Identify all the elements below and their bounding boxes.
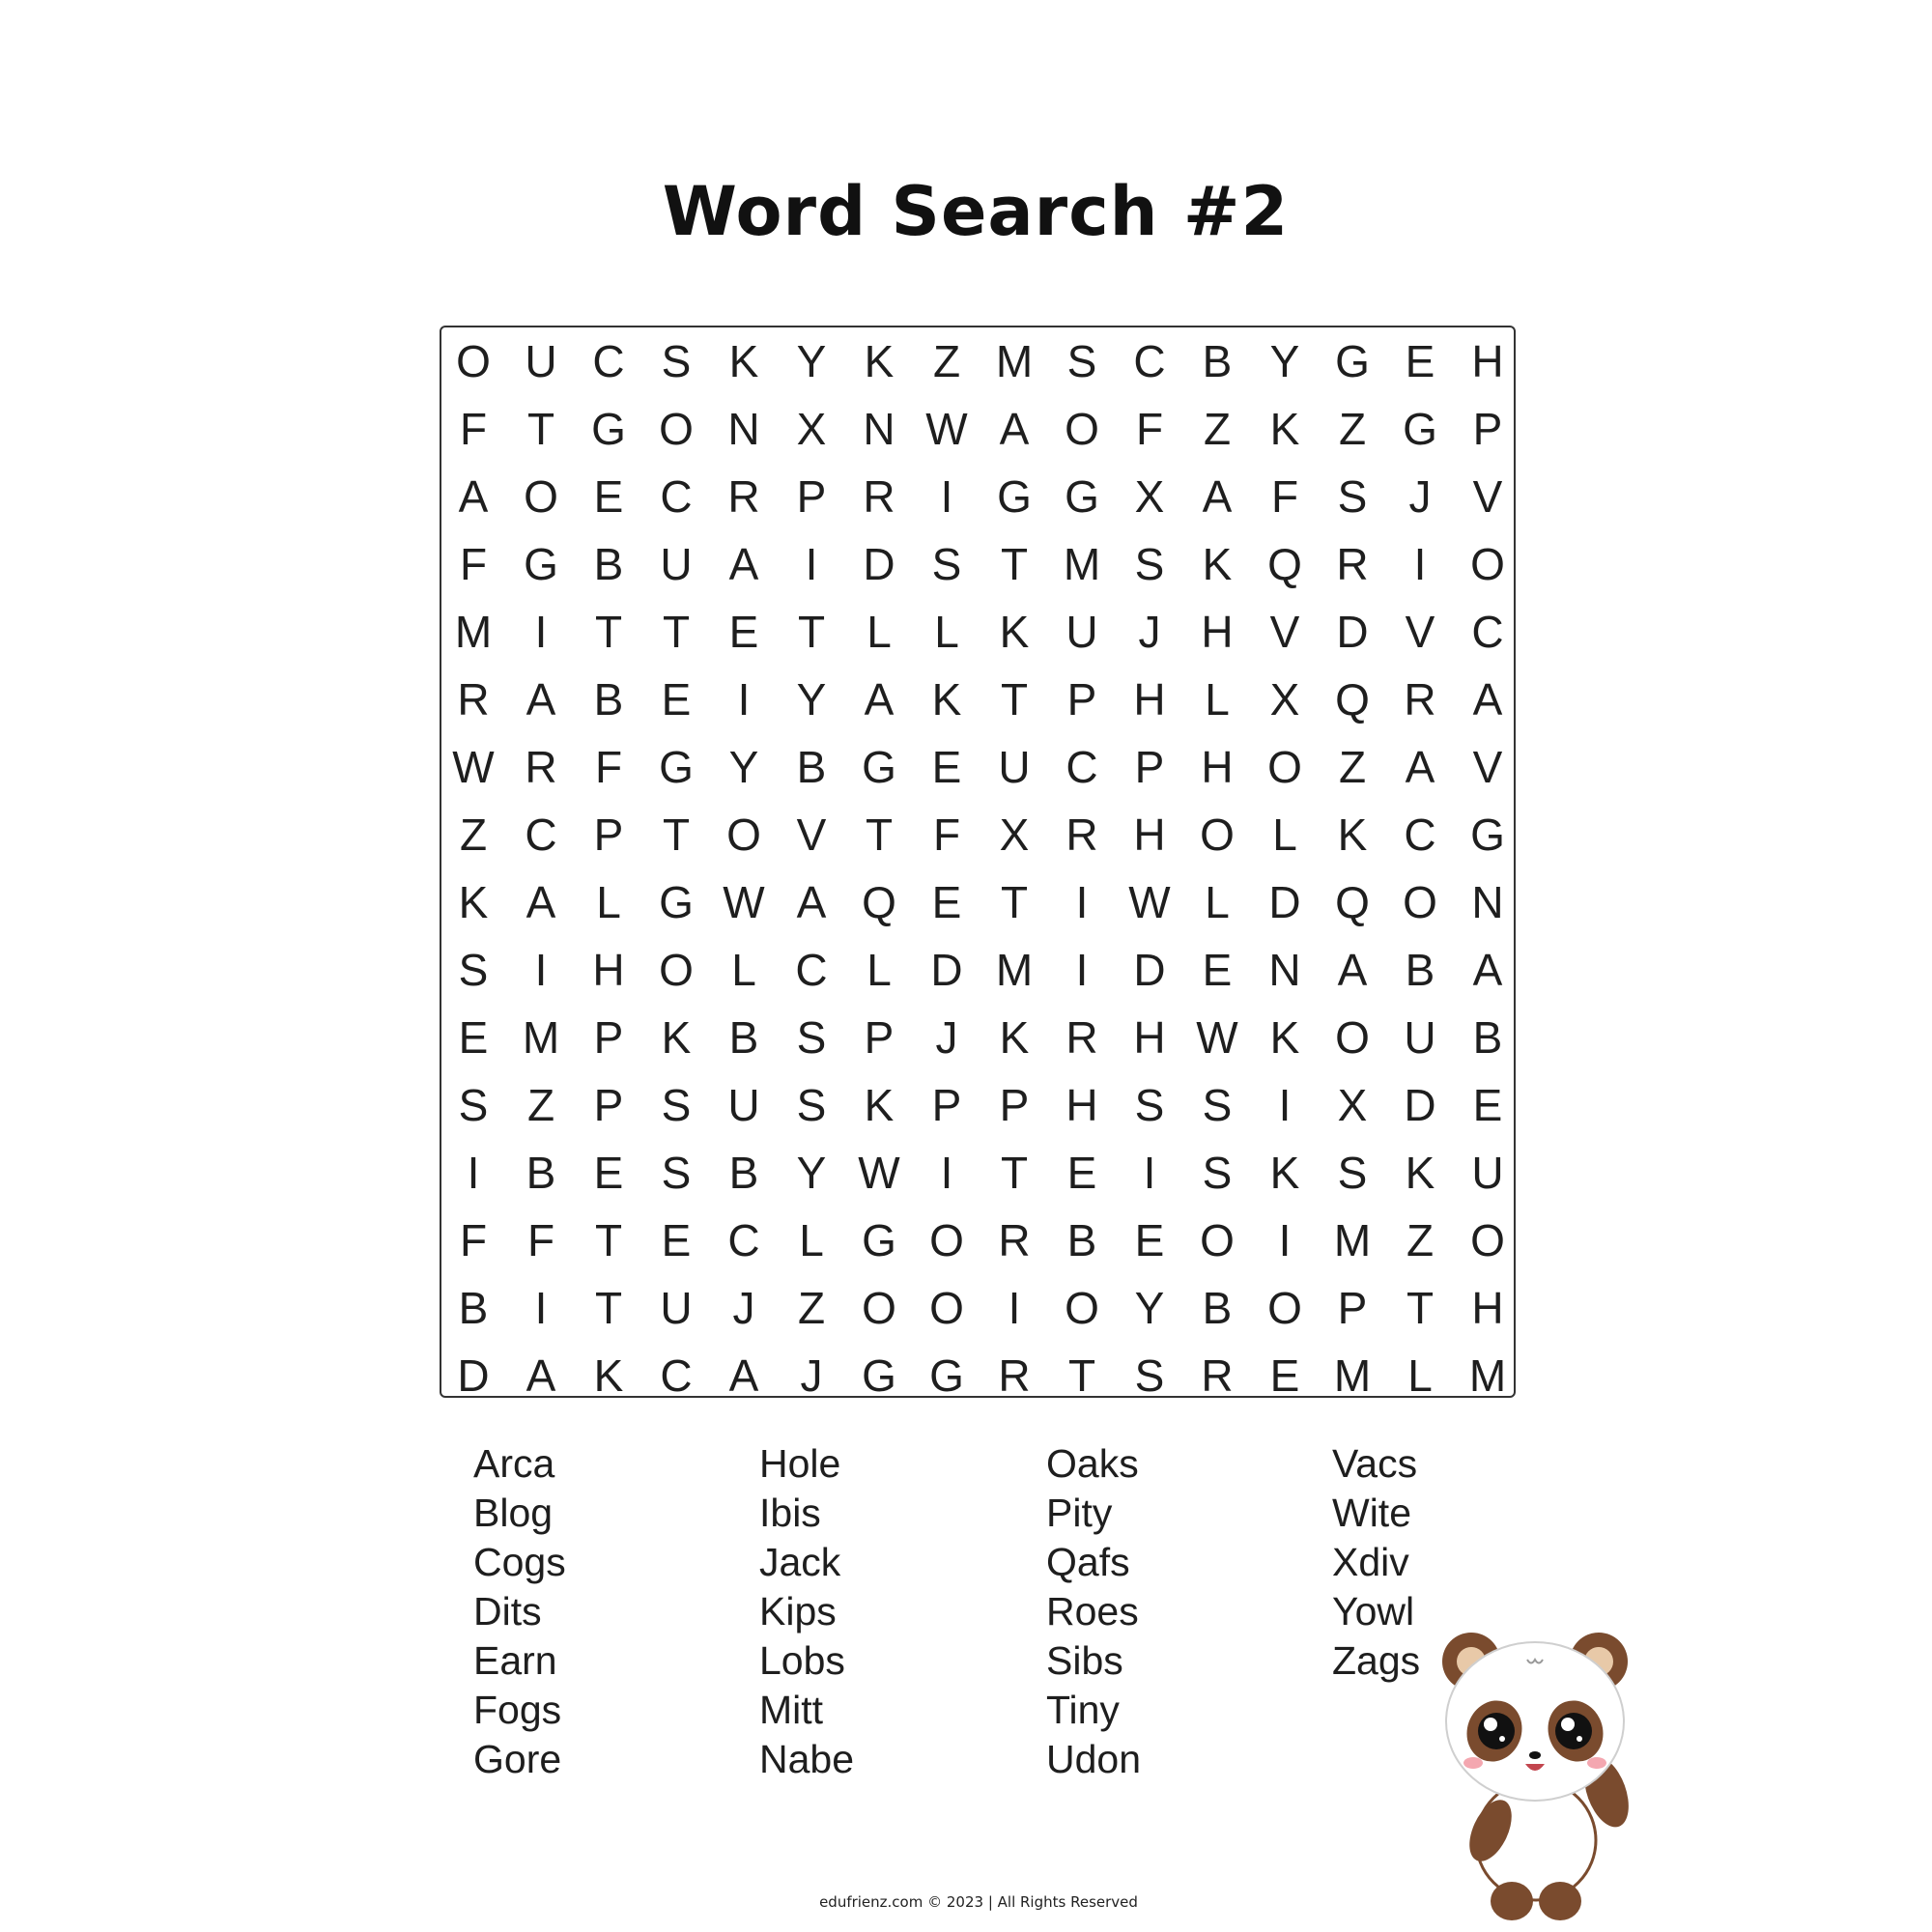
grid-letter[interactable]: U bbox=[1404, 1012, 1436, 1063]
word-list-item: Kips bbox=[759, 1589, 837, 1634]
grid-letter[interactable]: E bbox=[593, 1148, 624, 1198]
grid-letter[interactable]: P bbox=[1472, 404, 1503, 454]
grid-letter[interactable]: U bbox=[660, 539, 693, 589]
grid-letter[interactable]: T bbox=[1000, 877, 1029, 927]
grid-letter[interactable]: R bbox=[998, 1215, 1031, 1265]
grid-letter[interactable]: U bbox=[998, 742, 1031, 792]
grid-letter[interactable]: T bbox=[865, 810, 894, 860]
grid-letter[interactable]: I bbox=[805, 539, 818, 589]
grid-letter[interactable]: I bbox=[1278, 1080, 1292, 1130]
grid-letter[interactable]: X bbox=[796, 404, 827, 454]
grid-letter[interactable]: U bbox=[660, 1283, 693, 1333]
word-list-item: Dits bbox=[473, 1589, 542, 1634]
panda-illustration bbox=[1435, 1623, 1637, 1922]
grid-letter[interactable]: F bbox=[526, 1215, 555, 1265]
grid-letter[interactable]: A bbox=[458, 471, 489, 522]
grid-letter[interactable]: G bbox=[862, 1350, 896, 1401]
grid-letter[interactable]: X bbox=[1337, 1080, 1368, 1130]
grid-letter[interactable]: U bbox=[525, 336, 557, 386]
grid-letter[interactable]: S bbox=[1134, 539, 1165, 589]
grid-letter[interactable]: Y bbox=[728, 742, 759, 792]
grid-letter[interactable]: S bbox=[1202, 1148, 1233, 1198]
grid-letter[interactable]: I bbox=[1143, 1148, 1156, 1198]
grid-letter[interactable]: Q bbox=[1335, 674, 1370, 724]
grid-letter[interactable]: T bbox=[662, 810, 691, 860]
word-list-item: Wite bbox=[1332, 1491, 1411, 1535]
grid-letter[interactable]: B bbox=[1202, 1283, 1233, 1333]
grid-letter[interactable]: S bbox=[1066, 336, 1097, 386]
grid-letter[interactable]: E bbox=[1134, 1215, 1165, 1265]
grid-letter[interactable]: B bbox=[796, 742, 827, 792]
grid-letter[interactable]: Z bbox=[1338, 404, 1367, 454]
word-list-item: Udon bbox=[1046, 1737, 1142, 1781]
grid-letter[interactable]: L bbox=[1407, 1350, 1433, 1401]
grid-letter[interactable]: A bbox=[1472, 945, 1503, 995]
grid-letter[interactable]: A bbox=[728, 1350, 759, 1401]
grid-letter[interactable]: C bbox=[660, 1350, 693, 1401]
grid-letter[interactable]: Y bbox=[1134, 1283, 1165, 1333]
grid-letter[interactable]: Z bbox=[797, 1283, 826, 1333]
grid-letter[interactable]: C bbox=[795, 945, 828, 995]
grid-letter[interactable]: A bbox=[728, 539, 759, 589]
grid-letter[interactable]: O bbox=[929, 1283, 964, 1333]
grid-letter[interactable]: Y bbox=[796, 336, 827, 386]
grid-letter[interactable]: P bbox=[999, 1080, 1030, 1130]
grid-letter[interactable]: R bbox=[525, 742, 557, 792]
word-list-item: Jack bbox=[759, 1540, 841, 1584]
grid-letter[interactable]: S bbox=[1202, 1080, 1233, 1130]
word-list-item: Mitt bbox=[759, 1688, 824, 1732]
grid-letter[interactable]: U bbox=[1471, 1148, 1504, 1198]
grid-letter[interactable]: G bbox=[929, 1350, 964, 1401]
word-list-item: Zags bbox=[1332, 1638, 1421, 1683]
grid-letter[interactable]: H bbox=[1201, 742, 1234, 792]
grid-letter[interactable]: E bbox=[661, 1215, 692, 1265]
grid-letter[interactable]: D bbox=[1336, 607, 1369, 657]
grid-letter[interactable]: S bbox=[661, 336, 692, 386]
grid-letter[interactable]: M bbox=[454, 607, 493, 657]
grid-letter[interactable]: G bbox=[1335, 336, 1370, 386]
grid-letter[interactable]: W bbox=[1128, 877, 1171, 927]
grid-letter[interactable]: K bbox=[1337, 810, 1368, 860]
grid-letter[interactable]: S bbox=[1337, 1148, 1368, 1198]
grid-letter[interactable]: A bbox=[999, 404, 1030, 454]
grid-letter[interactable]: B bbox=[593, 539, 624, 589]
grid-letter[interactable]: H bbox=[1201, 607, 1234, 657]
grid-letter[interactable]: Z bbox=[1406, 1215, 1435, 1265]
word-list-item: Yowl bbox=[1332, 1589, 1415, 1634]
grid-letter[interactable]: C bbox=[1471, 607, 1504, 657]
grid-letter[interactable]: B bbox=[728, 1012, 759, 1063]
grid-letter[interactable]: L bbox=[731, 945, 756, 995]
grid-letter[interactable]: L bbox=[596, 877, 621, 927]
grid-letter[interactable]: T bbox=[594, 607, 623, 657]
word-list-item: Lobs bbox=[759, 1638, 845, 1683]
grid-letter[interactable]: A bbox=[1202, 471, 1233, 522]
grid-letter[interactable]: O bbox=[1200, 810, 1235, 860]
grid-letter[interactable]: T bbox=[797, 607, 826, 657]
grid-letter[interactable]: K bbox=[864, 336, 895, 386]
grid-letter[interactable]: L bbox=[867, 607, 892, 657]
grid-letter[interactable]: M bbox=[1468, 1350, 1507, 1401]
grid-letter[interactable]: Z bbox=[1338, 742, 1367, 792]
grid-letter[interactable]: D bbox=[1404, 1080, 1436, 1130]
word-list-item: Roes bbox=[1046, 1589, 1139, 1634]
grid-letter[interactable]: I bbox=[1075, 877, 1089, 927]
grid-letter[interactable]: G bbox=[591, 404, 626, 454]
grid-letter[interactable]: B bbox=[728, 1148, 759, 1198]
grid-letter[interactable]: J bbox=[1408, 471, 1432, 522]
grid-letter[interactable]: L bbox=[799, 1215, 824, 1265]
grid-letter[interactable]: S bbox=[1134, 1350, 1165, 1401]
grid-letter[interactable]: J bbox=[1138, 607, 1161, 657]
grid-letter[interactable]: S bbox=[931, 539, 962, 589]
word-list-item: Arca bbox=[473, 1441, 555, 1486]
grid-letter[interactable]: R bbox=[727, 471, 760, 522]
word-list-item: Fogs bbox=[473, 1688, 562, 1732]
grid-letter[interactable]: G bbox=[1403, 404, 1437, 454]
grid-letter[interactable]: L bbox=[1205, 877, 1230, 927]
grid-letter[interactable]: E bbox=[458, 1012, 489, 1063]
grid-letter[interactable]: Y bbox=[796, 1148, 827, 1198]
grid-letter[interactable]: Z bbox=[526, 1080, 555, 1130]
grid-letter[interactable]: D bbox=[1268, 877, 1301, 927]
grid-letter[interactable]: S bbox=[796, 1012, 827, 1063]
grid-letter[interactable]: M bbox=[1333, 1215, 1372, 1265]
grid-letter[interactable]: K bbox=[931, 674, 962, 724]
grid-letter[interactable]: E bbox=[1202, 945, 1233, 995]
page-title: Word Search #2 bbox=[662, 172, 1290, 251]
grid-letter[interactable]: T bbox=[1406, 1283, 1435, 1333]
grid-letter[interactable]: I bbox=[534, 945, 548, 995]
grid-letter[interactable]: L bbox=[867, 945, 892, 995]
grid-letter[interactable]: H bbox=[1133, 810, 1166, 860]
grid-letter[interactable]: E bbox=[931, 742, 962, 792]
word-list-item: Ibis bbox=[759, 1491, 821, 1535]
grid-letter[interactable]: E bbox=[728, 607, 759, 657]
grid-letter[interactable]: O bbox=[1470, 539, 1505, 589]
grid-letter[interactable]: M bbox=[1333, 1350, 1372, 1401]
grid-letter[interactable]: O bbox=[1200, 1215, 1235, 1265]
word-list-item: Pity bbox=[1046, 1491, 1113, 1535]
grid-letter[interactable]: O bbox=[659, 404, 694, 454]
grid-letter[interactable]: E bbox=[661, 674, 692, 724]
word-list-item: Blog bbox=[473, 1491, 554, 1535]
grid-letter[interactable]: P bbox=[1066, 674, 1097, 724]
grid-letter[interactable]: O bbox=[524, 471, 558, 522]
grid-letter[interactable]: I bbox=[534, 607, 548, 657]
grid-letter[interactable]: Q bbox=[1267, 539, 1302, 589]
grid-letter[interactable]: I bbox=[1008, 1283, 1021, 1333]
grid-letter[interactable]: X bbox=[999, 810, 1030, 860]
grid-letter[interactable]: V bbox=[1405, 607, 1435, 657]
grid-letter[interactable]: C bbox=[1404, 810, 1436, 860]
grid-letter[interactable]: A bbox=[796, 877, 827, 927]
grid-letter[interactable]: N bbox=[1268, 945, 1301, 995]
grid-letter[interactable]: M bbox=[1063, 539, 1101, 589]
grid-letter[interactable]: V bbox=[1472, 742, 1503, 792]
grid-letter[interactable]: P bbox=[593, 1080, 624, 1130]
grid-letter[interactable]: A bbox=[526, 674, 556, 724]
grid-letter[interactable]: H bbox=[1065, 1080, 1098, 1130]
grid-letter[interactable]: J bbox=[800, 1350, 823, 1401]
grid-letter[interactable]: T bbox=[594, 1215, 623, 1265]
grid-letter[interactable]: G bbox=[862, 742, 896, 792]
grid-letter[interactable]: I bbox=[1075, 945, 1089, 995]
grid-letter[interactable]: G bbox=[862, 1215, 896, 1265]
grid-letter[interactable]: I bbox=[737, 674, 751, 724]
grid-letter[interactable]: S bbox=[1337, 471, 1368, 522]
grid-letter[interactable]: H bbox=[592, 945, 625, 995]
grid-letter[interactable]: Z bbox=[932, 336, 961, 386]
grid-letter[interactable]: U bbox=[727, 1080, 760, 1130]
word-list-item: Qafs bbox=[1046, 1540, 1130, 1584]
grid-letter[interactable]: I bbox=[1413, 539, 1427, 589]
grid-letter[interactable]: F bbox=[932, 810, 961, 860]
grid-letter[interactable]: O bbox=[1335, 1012, 1370, 1063]
grid-letter[interactable]: O bbox=[1267, 742, 1302, 792]
grid-letter[interactable]: K bbox=[999, 607, 1030, 657]
grid-letter[interactable]: R bbox=[863, 471, 895, 522]
grid-letter[interactable]: O bbox=[862, 1283, 896, 1333]
grid-letter[interactable]: L bbox=[1205, 674, 1230, 724]
grid-letter[interactable]: F bbox=[459, 1215, 488, 1265]
grid-letter[interactable]: N bbox=[1471, 877, 1504, 927]
grid-letter[interactable]: D bbox=[863, 539, 895, 589]
word-list-item: Earn bbox=[473, 1638, 557, 1683]
grid-letter[interactable]: S bbox=[1134, 1080, 1165, 1130]
grid-letter[interactable]: R bbox=[1065, 1012, 1098, 1063]
grid-letter[interactable]: N bbox=[863, 404, 895, 454]
grid-letter[interactable]: Y bbox=[1269, 336, 1300, 386]
grid-letter[interactable]: J bbox=[935, 1012, 958, 1063]
grid-letter[interactable]: F bbox=[459, 404, 488, 454]
grid-letter[interactable]: Y bbox=[796, 674, 827, 724]
grid-letter[interactable]: P bbox=[593, 1012, 624, 1063]
grid-letter[interactable]: K bbox=[593, 1350, 624, 1401]
grid-letter[interactable]: M bbox=[995, 336, 1034, 386]
grid-letter[interactable]: G bbox=[524, 539, 558, 589]
grid-letter[interactable]: W bbox=[1196, 1012, 1238, 1063]
grid-letter[interactable]: K bbox=[1269, 1148, 1300, 1198]
grid-letter[interactable]: B bbox=[1405, 945, 1435, 995]
grid-letter[interactable]: W bbox=[858, 1148, 900, 1198]
letter-grid bbox=[440, 326, 1516, 1401]
grid-letter[interactable]: H bbox=[1133, 674, 1166, 724]
word-list-item: Oaks bbox=[1046, 1441, 1139, 1486]
grid-letter[interactable]: Q bbox=[1335, 877, 1370, 927]
grid-letter[interactable]: R bbox=[1201, 1350, 1234, 1401]
grid-letter[interactable]: C bbox=[1065, 742, 1098, 792]
grid-letter[interactable]: C bbox=[592, 336, 625, 386]
grid-letter[interactable]: I bbox=[1278, 1215, 1292, 1265]
grid-letter[interactable]: T bbox=[594, 1283, 623, 1333]
grid-letter[interactable]: R bbox=[1404, 674, 1436, 724]
grid-letter[interactable]: G bbox=[997, 471, 1032, 522]
grid-letter[interactable]: E bbox=[931, 877, 962, 927]
grid-letter[interactable]: O bbox=[1267, 1283, 1302, 1333]
grid-letter[interactable]: B bbox=[1202, 336, 1233, 386]
grid-letter[interactable]: K bbox=[458, 877, 489, 927]
grid-letter[interactable]: K bbox=[999, 1012, 1030, 1063]
grid-letter[interactable]: Z bbox=[459, 810, 488, 860]
grid-letter[interactable]: E bbox=[1405, 336, 1435, 386]
grid-letter[interactable]: E bbox=[1066, 1148, 1097, 1198]
grid-letter[interactable]: B bbox=[1066, 1215, 1097, 1265]
grid-letter[interactable]: S bbox=[796, 1080, 827, 1130]
grid-letter[interactable]: T bbox=[1000, 674, 1029, 724]
grid-letter[interactable]: O bbox=[1065, 404, 1099, 454]
grid-letter[interactable]: E bbox=[593, 471, 624, 522]
grid-letter[interactable]: X bbox=[1134, 471, 1165, 522]
grid-letter[interactable]: X bbox=[1269, 674, 1300, 724]
grid-letter[interactable]: T bbox=[1067, 1350, 1096, 1401]
grid-letter[interactable]: O bbox=[1403, 877, 1437, 927]
grid-letter[interactable]: I bbox=[940, 1148, 953, 1198]
grid-letter[interactable]: L bbox=[934, 607, 959, 657]
grid-letter[interactable]: K bbox=[1405, 1148, 1435, 1198]
grid-letter[interactable]: I bbox=[940, 471, 953, 522]
word-list-item: Tiny bbox=[1046, 1688, 1120, 1732]
grid-letter[interactable]: I bbox=[467, 1148, 480, 1198]
grid-letter[interactable]: K bbox=[661, 1012, 692, 1063]
grid-letter[interactable]: F bbox=[459, 539, 488, 589]
word-list-item: Hole bbox=[759, 1441, 841, 1486]
grid-letter[interactable]: A bbox=[864, 674, 895, 724]
grid-letter[interactable]: W bbox=[723, 877, 765, 927]
grid-letter[interactable]: K bbox=[1269, 404, 1300, 454]
word-list-item: Gore bbox=[473, 1737, 562, 1781]
grid-letter[interactable]: F bbox=[1270, 471, 1299, 522]
grid-letter[interactable]: V bbox=[796, 810, 827, 860]
grid-letter[interactable]: E bbox=[1269, 1350, 1300, 1401]
grid-letter[interactable]: A bbox=[1405, 742, 1435, 792]
grid-letter[interactable]: F bbox=[594, 742, 623, 792]
grid-letter[interactable]: R bbox=[457, 674, 490, 724]
grid-letter[interactable]: M bbox=[522, 1012, 560, 1063]
grid-letter[interactable]: O bbox=[929, 1215, 964, 1265]
grid-letter[interactable]: H bbox=[1471, 1283, 1504, 1333]
grid-letter[interactable]: A bbox=[526, 1350, 556, 1401]
grid-letter[interactable]: V bbox=[1472, 471, 1503, 522]
grid-letter[interactable]: O bbox=[726, 810, 761, 860]
grid-letter[interactable]: P bbox=[931, 1080, 962, 1130]
grid-letter[interactable]: S bbox=[661, 1080, 692, 1130]
grid-letter[interactable]: J bbox=[732, 1283, 755, 1333]
grid-letter[interactable]: S bbox=[458, 945, 489, 995]
grid-letter[interactable]: B bbox=[593, 674, 624, 724]
grid-letter[interactable]: A bbox=[1472, 674, 1503, 724]
grid-letter[interactable]: S bbox=[661, 1148, 692, 1198]
grid-letter[interactable]: T bbox=[662, 607, 691, 657]
grid-letter[interactable]: G bbox=[1065, 471, 1099, 522]
grid-letter[interactable]: G bbox=[659, 742, 694, 792]
grid-letter[interactable]: N bbox=[727, 404, 760, 454]
grid-letter[interactable]: P bbox=[593, 810, 624, 860]
word-list-item: Sibs bbox=[1046, 1638, 1123, 1683]
grid-letter[interactable]: B bbox=[458, 1283, 489, 1333]
word-list-item: Xdiv bbox=[1332, 1540, 1409, 1584]
grid-letter[interactable]: P bbox=[864, 1012, 895, 1063]
grid-letter[interactable]: R bbox=[1065, 810, 1098, 860]
grid-letter[interactable]: C bbox=[727, 1215, 760, 1265]
grid-letter[interactable]: W bbox=[925, 404, 968, 454]
grid-letter[interactable]: D bbox=[1133, 945, 1166, 995]
grid-letter[interactable]: K bbox=[728, 336, 759, 386]
grid-letter[interactable]: T bbox=[1000, 1148, 1029, 1198]
grid-letter[interactable]: A bbox=[1337, 945, 1368, 995]
word-list-item: Cogs bbox=[473, 1540, 566, 1584]
grid-letter[interactable]: O bbox=[659, 945, 694, 995]
grid-letter[interactable]: B bbox=[526, 1148, 556, 1198]
grid-letter[interactable]: G bbox=[1470, 810, 1505, 860]
grid-letter[interactable]: H bbox=[1471, 336, 1504, 386]
grid-letter[interactable]: D bbox=[930, 945, 963, 995]
copyright-footer: edufrienz.com © 2023 | All Rights Reserved bbox=[819, 1893, 1138, 1911]
grid-letter[interactable]: P bbox=[796, 471, 827, 522]
grid-letter[interactable]: O bbox=[1065, 1283, 1099, 1333]
word-list-item: Vacs bbox=[1332, 1441, 1418, 1486]
grid-letter[interactable]: B bbox=[1472, 1012, 1503, 1063]
grid-letter[interactable]: E bbox=[1472, 1080, 1503, 1130]
grid-letter[interactable]: C bbox=[1133, 336, 1166, 386]
grid-letter[interactable]: M bbox=[995, 945, 1034, 995]
grid-letter[interactable]: T bbox=[1000, 539, 1029, 589]
grid-letter[interactable]: Z bbox=[1203, 404, 1232, 454]
grid-letter[interactable]: T bbox=[526, 404, 555, 454]
grid-letter[interactable]: C bbox=[660, 471, 693, 522]
grid-letter[interactable]: W bbox=[452, 742, 495, 792]
grid-letter[interactable]: D bbox=[457, 1350, 490, 1401]
grid-letter[interactable]: F bbox=[1135, 404, 1164, 454]
grid-letter[interactable]: R bbox=[998, 1350, 1031, 1401]
grid-letter[interactable]: A bbox=[526, 877, 556, 927]
grid-letter[interactable]: H bbox=[1133, 1012, 1166, 1063]
grid-letter[interactable]: O bbox=[456, 336, 491, 386]
grid-letter[interactable]: P bbox=[1337, 1283, 1368, 1333]
grid-letter[interactable]: S bbox=[458, 1080, 489, 1130]
grid-letter[interactable]: U bbox=[1065, 607, 1098, 657]
grid-letter[interactable]: V bbox=[1269, 607, 1300, 657]
grid-letter[interactable]: K bbox=[1202, 539, 1233, 589]
grid-letter[interactable]: Q bbox=[862, 877, 896, 927]
grid-letter[interactable]: I bbox=[534, 1283, 548, 1333]
grid-letter[interactable]: K bbox=[864, 1080, 895, 1130]
grid-letter[interactable]: G bbox=[659, 877, 694, 927]
grid-letter[interactable]: L bbox=[1272, 810, 1297, 860]
grid-letter[interactable]: R bbox=[1336, 539, 1369, 589]
grid-letter[interactable]: K bbox=[1269, 1012, 1300, 1063]
word-list-item: Nabe bbox=[759, 1737, 855, 1781]
grid-letter[interactable]: P bbox=[1134, 742, 1165, 792]
grid-letter[interactable]: C bbox=[525, 810, 557, 860]
grid-letter[interactable]: O bbox=[1470, 1215, 1505, 1265]
